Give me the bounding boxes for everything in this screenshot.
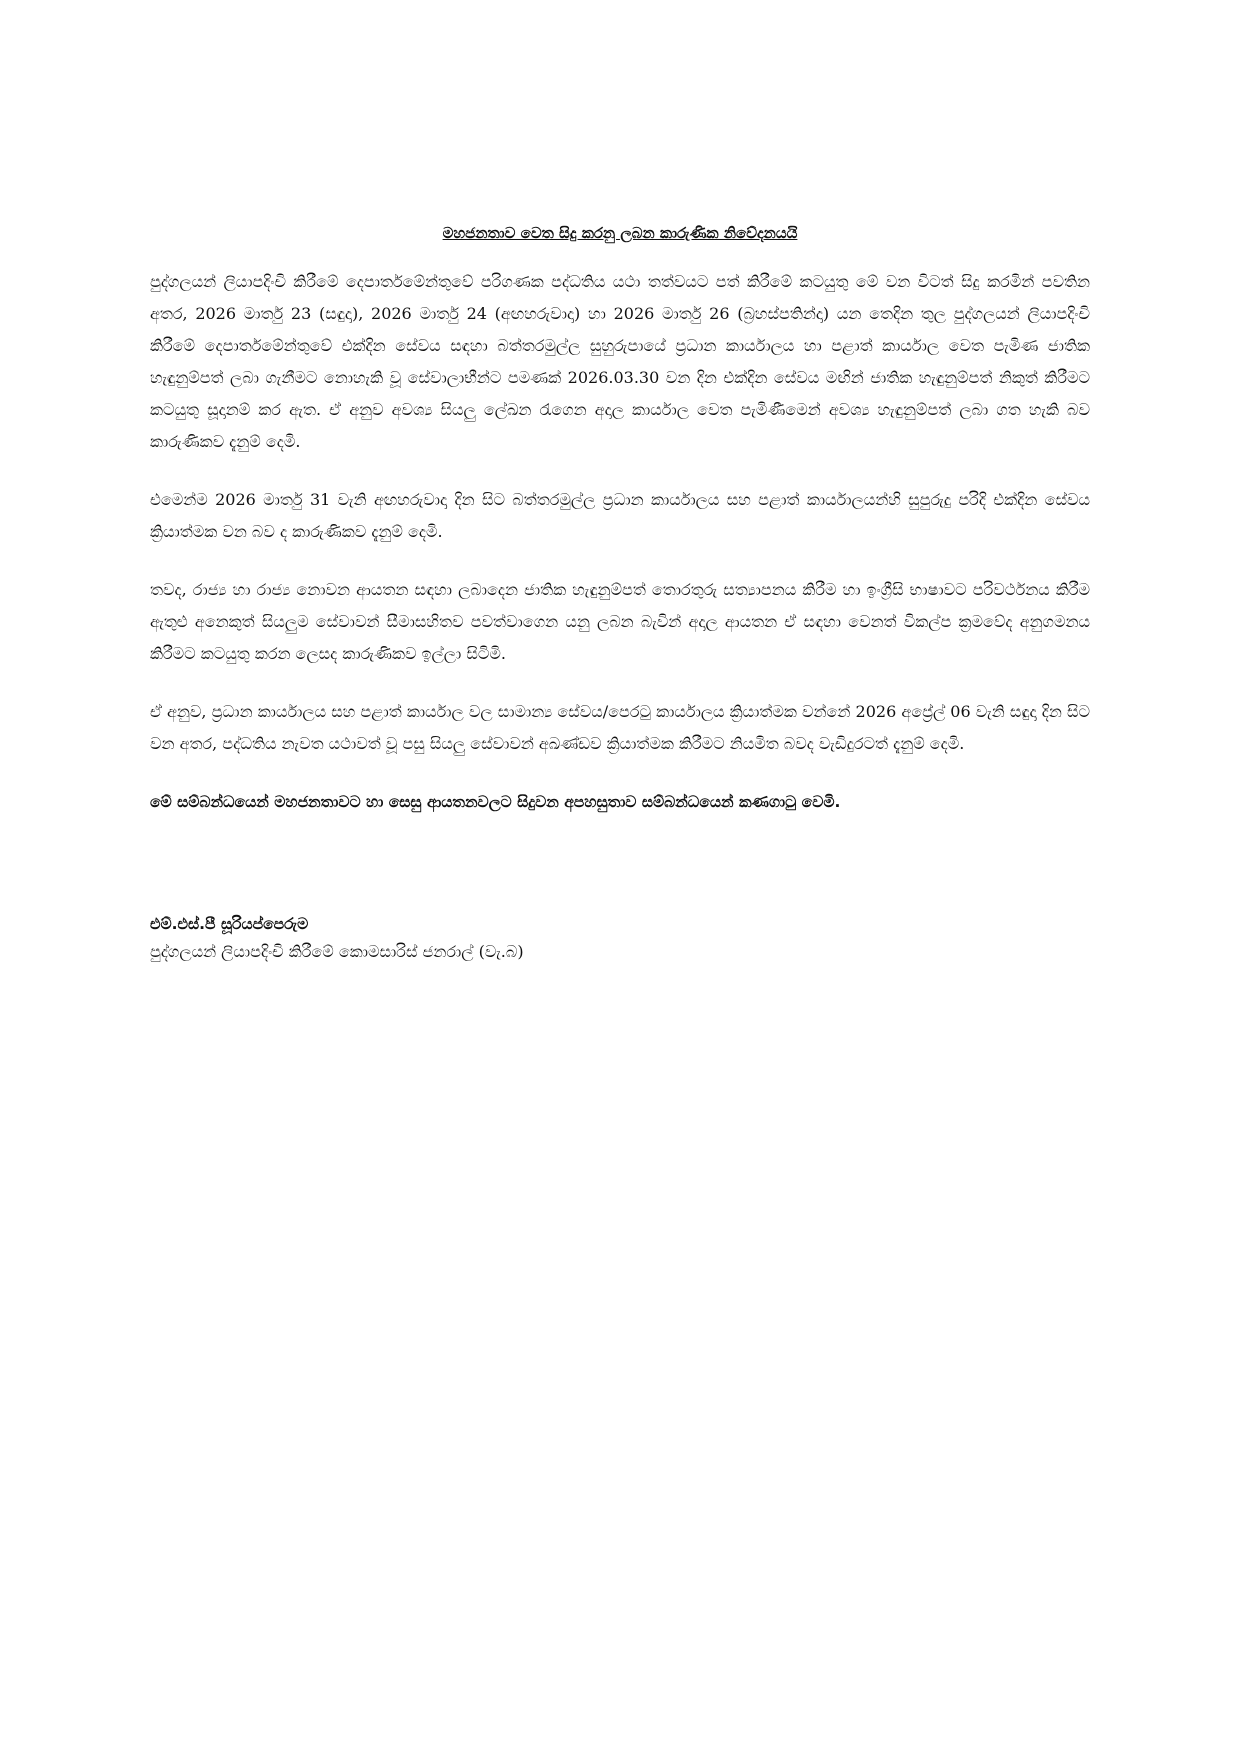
signatory-name: එම්.එස්.පී සූරියප්පෙරුම xyxy=(150,915,309,933)
signature-block xyxy=(150,910,1090,966)
closing-apology: මේ සම්බන්ධයෙන් මහජනතාවට හා සෙසු ආයතනවලට සිදුවන අපහසුතාව සම්බන්ධයෙන් කණගාටු වෙමි. xyxy=(150,793,841,811)
paragraph-2: එමෙන්ම 2026 මාර්තු 31 වැනි අඟහරුවාදා දින සිට බත්තරමුල්ල ප්‍රධාන කාර්යාලය සහ පළාත් කාර්යාලයන්හි සුපුරුදු පරිදි එක්දින සේවය ක්‍රියාත්මක වන බව ද කාරුණිකව දැනුම් දෙමි. xyxy=(150,490,1090,541)
notice-document xyxy=(150,222,1090,966)
paragraph-1: පුද්ගලයන් ලියාපදිංචි කිරීමේ දෙපාර්තමේන්තුවේ පරිගණක පද්ධතිය යථා තත්වයට පත් කිරීමේ කටයුතු මේ වන විටත් සිදු කරමින් පවතින අතර, 2026 මාර්තු 23 (සඳුදා), 2026 මාර්තු 24 (අඟහරුවාදා) හා 2026 මාර්තු 26 (බ්‍රහස්පතින්දා) යන තෙදින තුල පුද්ගලයන් ලියාපදිංචි කිරීමේ දෙපාර්තමේන්තුවේ එක්දින සේවය සඳහා බත්තරමුල්ල සුහුරුපායේ ප්‍රධාන කාර්යාලය හා පළාත් කාර්යාල වෙත පැමිණ ජාතික හැඳුනුම්පත් ලබා ගැනීමට නොහැකි වූ සේවාලාභීන්ට පමණක් 2026.03.30 වන දින එක්දින සේවය මඟින් ජාතික හැඳුනුම්පත් නිකුත් කිරීමට කටයුතු සූදානම් කර ඇත. ඒ අනුව අවශ්‍ය සියලු ලේඛන රැගෙන අදාල කාර්යාල වෙත පැමිණීමෙන් අවශ්‍ය හැඳුනුම්පත් ලබා ගත හැකි බව කාරුණිකව දැනුම් දෙමි. xyxy=(150,272,1090,451)
signatory-title: පුද්ගලයන් ලියාපදිංචි කිරීමේ කොමසාරිස් ජනරාල් (වැ.බ) xyxy=(150,942,524,961)
paragraph-3: තවද, රාජ්‍ය හා රාජ්‍ය නොවන ආයතන සඳහා ලබාදෙන ජාතික හැඳුනුම්පත් තොරතුරු සත්‍යාපනය කිරීම හා ඉංග්‍රීසි භාෂාවට පරිවර්ථනය කිරීම ඇතුළු අනෙකුත් සියලුම සේවාවන් සීමාසහිතව පවත්වාගෙන යනු ලබන බැවින් අදාල ආයතන ඒ සඳහා වෙනත් විකල්ප ක්‍රමවේද අනුගමනය කිරීමට කටයුතු කරන ලෙසද කාරුණිකව ඉල්ලා සිටිමි. xyxy=(150,580,1090,663)
notice-title: මහජනතාව වෙත සිදු කරනු ලබන කාරුණික නිවේදනයයි xyxy=(442,224,798,242)
paragraph-4: ඒ අනුව, ප්‍රධාන කාර්යාලය සහ පළාත් කාර්යාල වල සාමාන්‍ය සේවය/පෙරටු කාර්යාලය ක්‍රියාත්මක වන්නේ 2026 අප්‍රේල් 06 වැනි සඳුදා දින සිට වන අතර, පද්ධතිය නැවත යථාවත් වූ පසු සියලු සේවාවන් අඛණ්ඩව ක්‍රියාත්මක කිරීමට නියමිත බවද වැඩිදුරටත් දැනුම් දෙමි. xyxy=(150,702,1090,753)
